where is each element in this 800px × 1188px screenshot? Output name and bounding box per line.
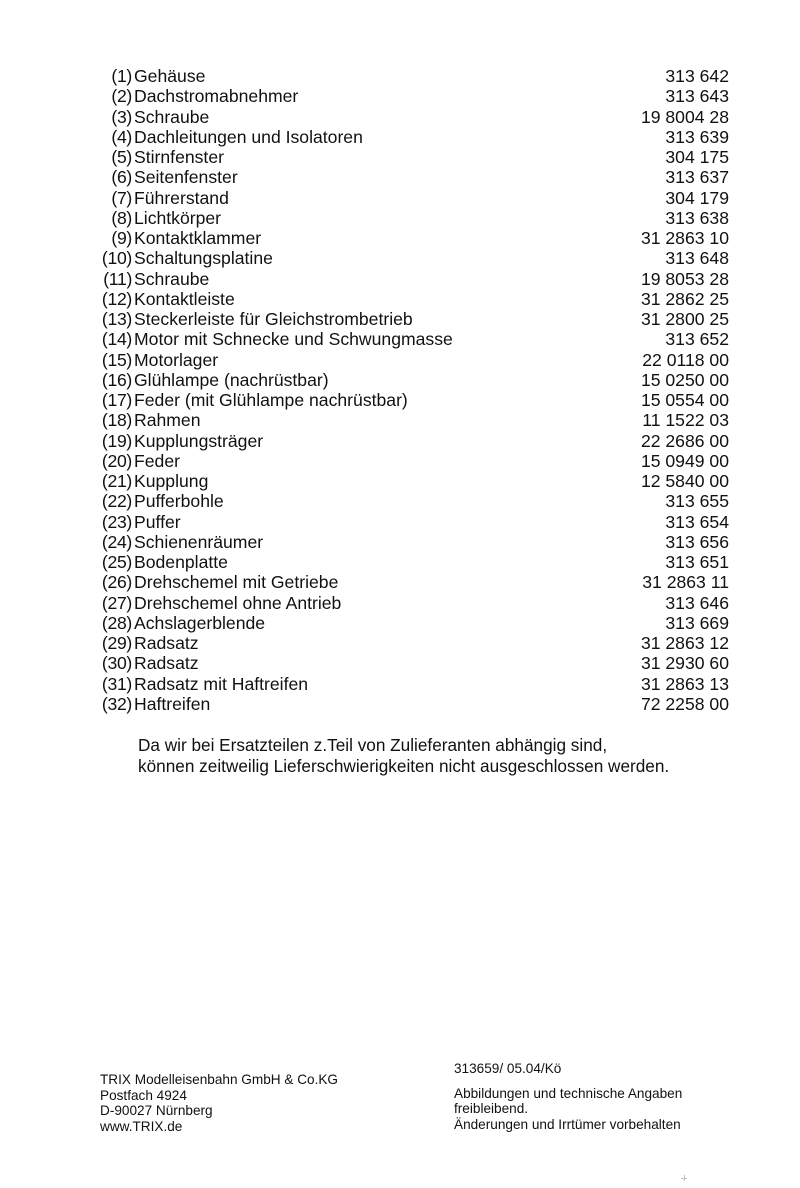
note-line-1: Da wir bei Ersatzteilen z.Teil von Zulieferanten abhängig sind, [138, 735, 608, 755]
part-number: 15 0949 00 [640, 450, 729, 471]
disclaimer-line-3: Änderungen und Irrtümer vorbehalten [454, 1116, 681, 1132]
part-index: (18) [101, 410, 132, 431]
part-index: (5) [111, 147, 132, 167]
part-number: 31 2800 25 [640, 309, 729, 329]
part-row [93, 512, 729, 532]
part-name: Puffer [134, 511, 181, 532]
part-name: Dachleitungen und Isolatoren [134, 126, 363, 147]
part-index: (11) [103, 268, 132, 289]
part-name: Dachstromabnehmer [134, 86, 299, 107]
part-name: Stirnfenster [134, 147, 224, 167]
part-row [93, 208, 729, 228]
part-name: Bodenplatte [134, 552, 228, 572]
part-name: Feder [134, 450, 180, 471]
note-line-2: können zeitweilig Lieferschwierigkeiten nicht ausgeschlossen werden. [138, 756, 670, 776]
part-row [93, 167, 729, 187]
part-number: 313 655 [665, 491, 729, 512]
part-index: (6) [111, 167, 132, 188]
part-row [93, 593, 729, 613]
part-number: 313 646 [665, 592, 729, 613]
part-number: 19 8053 28 [640, 268, 729, 289]
part-index: (15) [101, 349, 132, 370]
part-row [93, 431, 729, 451]
part-number: 31 2863 11 [642, 572, 729, 593]
part-row [93, 66, 729, 86]
part-row [93, 390, 729, 410]
part-index: (23) [101, 511, 132, 532]
part-number: 22 2686 00 [640, 430, 729, 451]
part-row [93, 248, 729, 268]
part-index: (13) [101, 309, 132, 329]
website-link[interactable]: www.TRIX.de [100, 1118, 183, 1134]
part-number: 313 638 [665, 207, 729, 228]
part-name: Achslagerblende [134, 612, 266, 633]
part-number: 31 2863 12 [640, 633, 729, 653]
part-name: Kontaktleiste [134, 288, 235, 309]
part-row [93, 572, 729, 592]
part-number: 12 5840 00 [640, 471, 729, 491]
part-row [93, 350, 729, 370]
part-number: 11 1522 03 [642, 410, 729, 431]
part-row [93, 471, 729, 491]
part-name: Drehschemel mit Getriebe [134, 572, 339, 593]
part-name: Kupplung [134, 471, 209, 491]
part-row [93, 451, 729, 471]
part-number: 313 648 [665, 248, 729, 269]
part-index: (27) [101, 592, 132, 613]
part-name: Gehäuse [134, 66, 206, 86]
part-index: (8) [111, 207, 132, 228]
part-name: Drehschemel ohne Antrieb [134, 592, 342, 613]
part-number: 19 8004 28 [640, 106, 729, 127]
part-name: Seitenfenster [134, 167, 238, 188]
part-index: (1) [111, 66, 132, 86]
part-name: Schraube [134, 106, 210, 127]
spare-parts-list [93, 66, 729, 714]
part-name: Radsatz mit Haftreifen [134, 673, 309, 694]
part-name: Schaltungsplatine [134, 248, 273, 269]
part-name: Radsatz [134, 653, 199, 674]
part-row [93, 188, 729, 208]
part-index: (17) [101, 390, 132, 410]
part-name: Motor mit Schnecke und Schwungmasse [134, 329, 453, 350]
part-index: (30) [101, 653, 132, 674]
availability-note [138, 735, 669, 777]
part-number: 313 654 [665, 511, 729, 532]
part-index: (7) [111, 187, 132, 208]
part-number: 15 0554 00 [640, 390, 729, 410]
part-row [93, 289, 729, 309]
part-number: 313 669 [665, 612, 729, 633]
part-name: Führerstand [134, 187, 229, 208]
part-index: (20) [101, 450, 132, 471]
company-name: TRIX Modelleisenbahn GmbH & Co.KG [100, 1072, 338, 1087]
part-number: 31 2863 13 [640, 673, 729, 694]
part-row [93, 86, 729, 106]
part-row [93, 228, 729, 248]
part-number: 22 0118 00 [642, 349, 729, 370]
part-row [93, 127, 729, 147]
part-row [93, 329, 729, 349]
part-number: 313 656 [665, 531, 729, 552]
company-address [100, 1072, 338, 1134]
part-name: Glühlampe (nachrüstbar) [134, 369, 329, 390]
part-index: (24) [101, 531, 132, 552]
part-name: Feder (mit Glühlampe nachrüstbar) [134, 390, 408, 410]
part-row [93, 532, 729, 552]
part-number: 304 179 [665, 187, 729, 208]
part-name: Pufferbohle [134, 491, 224, 512]
part-index: (26) [101, 572, 132, 593]
part-index: (4) [111, 126, 132, 147]
part-index: (19) [101, 430, 132, 451]
city: D-90027 Nürnberg [100, 1103, 213, 1119]
part-row [93, 269, 729, 289]
part-row [93, 370, 729, 390]
part-name: Schraube [134, 268, 210, 289]
part-index: (29) [101, 633, 132, 653]
part-row [93, 107, 729, 127]
part-index: (2) [111, 86, 132, 107]
part-number: 313 637 [665, 167, 729, 188]
part-number: 313 643 [665, 86, 729, 107]
part-index: (3) [111, 106, 132, 127]
part-name: Haftreifen [134, 693, 211, 714]
part-row [93, 613, 729, 633]
part-name: Steckerleiste für Gleichstrombetrieb [134, 309, 413, 329]
part-number: 313 639 [665, 126, 729, 147]
part-index: (12) [101, 288, 132, 309]
document-reference: 313659/ 05.04/Kö [454, 1061, 562, 1076]
part-number: 31 2862 25 [640, 288, 729, 309]
part-row [93, 309, 729, 329]
part-name: Kontaktklammer [134, 228, 262, 248]
disclaimer-line-2: freibleibend. [454, 1101, 529, 1117]
part-index: (32) [101, 693, 132, 714]
part-row [93, 410, 729, 430]
part-index: (21) [101, 471, 132, 491]
part-number: 313 642 [665, 66, 729, 86]
part-name: Radsatz [134, 633, 199, 653]
part-row [93, 491, 729, 511]
part-index: (10) [101, 248, 132, 269]
part-row [93, 653, 729, 673]
part-name: Lichtkörper [134, 207, 222, 228]
part-name: Motorlager [134, 349, 219, 370]
part-number: 304 175 [665, 147, 729, 167]
registration-mark-icon [681, 1175, 687, 1181]
part-number: 313 652 [665, 329, 729, 350]
part-row [93, 694, 729, 714]
part-row [93, 552, 729, 572]
part-number: 31 2863 10 [640, 228, 729, 248]
part-number: 72 2258 00 [640, 693, 729, 714]
part-name: Kupplungsträger [134, 430, 264, 451]
part-index: (31) [101, 673, 132, 694]
part-index: (22) [101, 491, 132, 512]
part-name: Rahmen [134, 410, 201, 431]
document-info [454, 1061, 682, 1132]
part-index: (9) [111, 228, 132, 248]
part-index: (28) [101, 612, 132, 633]
postbox: Postfach 4924 [100, 1087, 187, 1103]
part-index: (14) [101, 329, 132, 350]
part-row [93, 674, 729, 694]
part-row [93, 633, 729, 653]
part-index: (16) [101, 369, 132, 390]
part-index: (25) [101, 552, 132, 572]
disclaimer-line-1: Abbildungen und technische Angaben [454, 1085, 683, 1101]
part-row [93, 147, 729, 167]
part-number: 31 2930 60 [640, 653, 729, 674]
part-number: 15 0250 00 [640, 369, 729, 390]
part-name: Schienenräumer [134, 531, 264, 552]
part-number: 313 651 [665, 552, 729, 572]
